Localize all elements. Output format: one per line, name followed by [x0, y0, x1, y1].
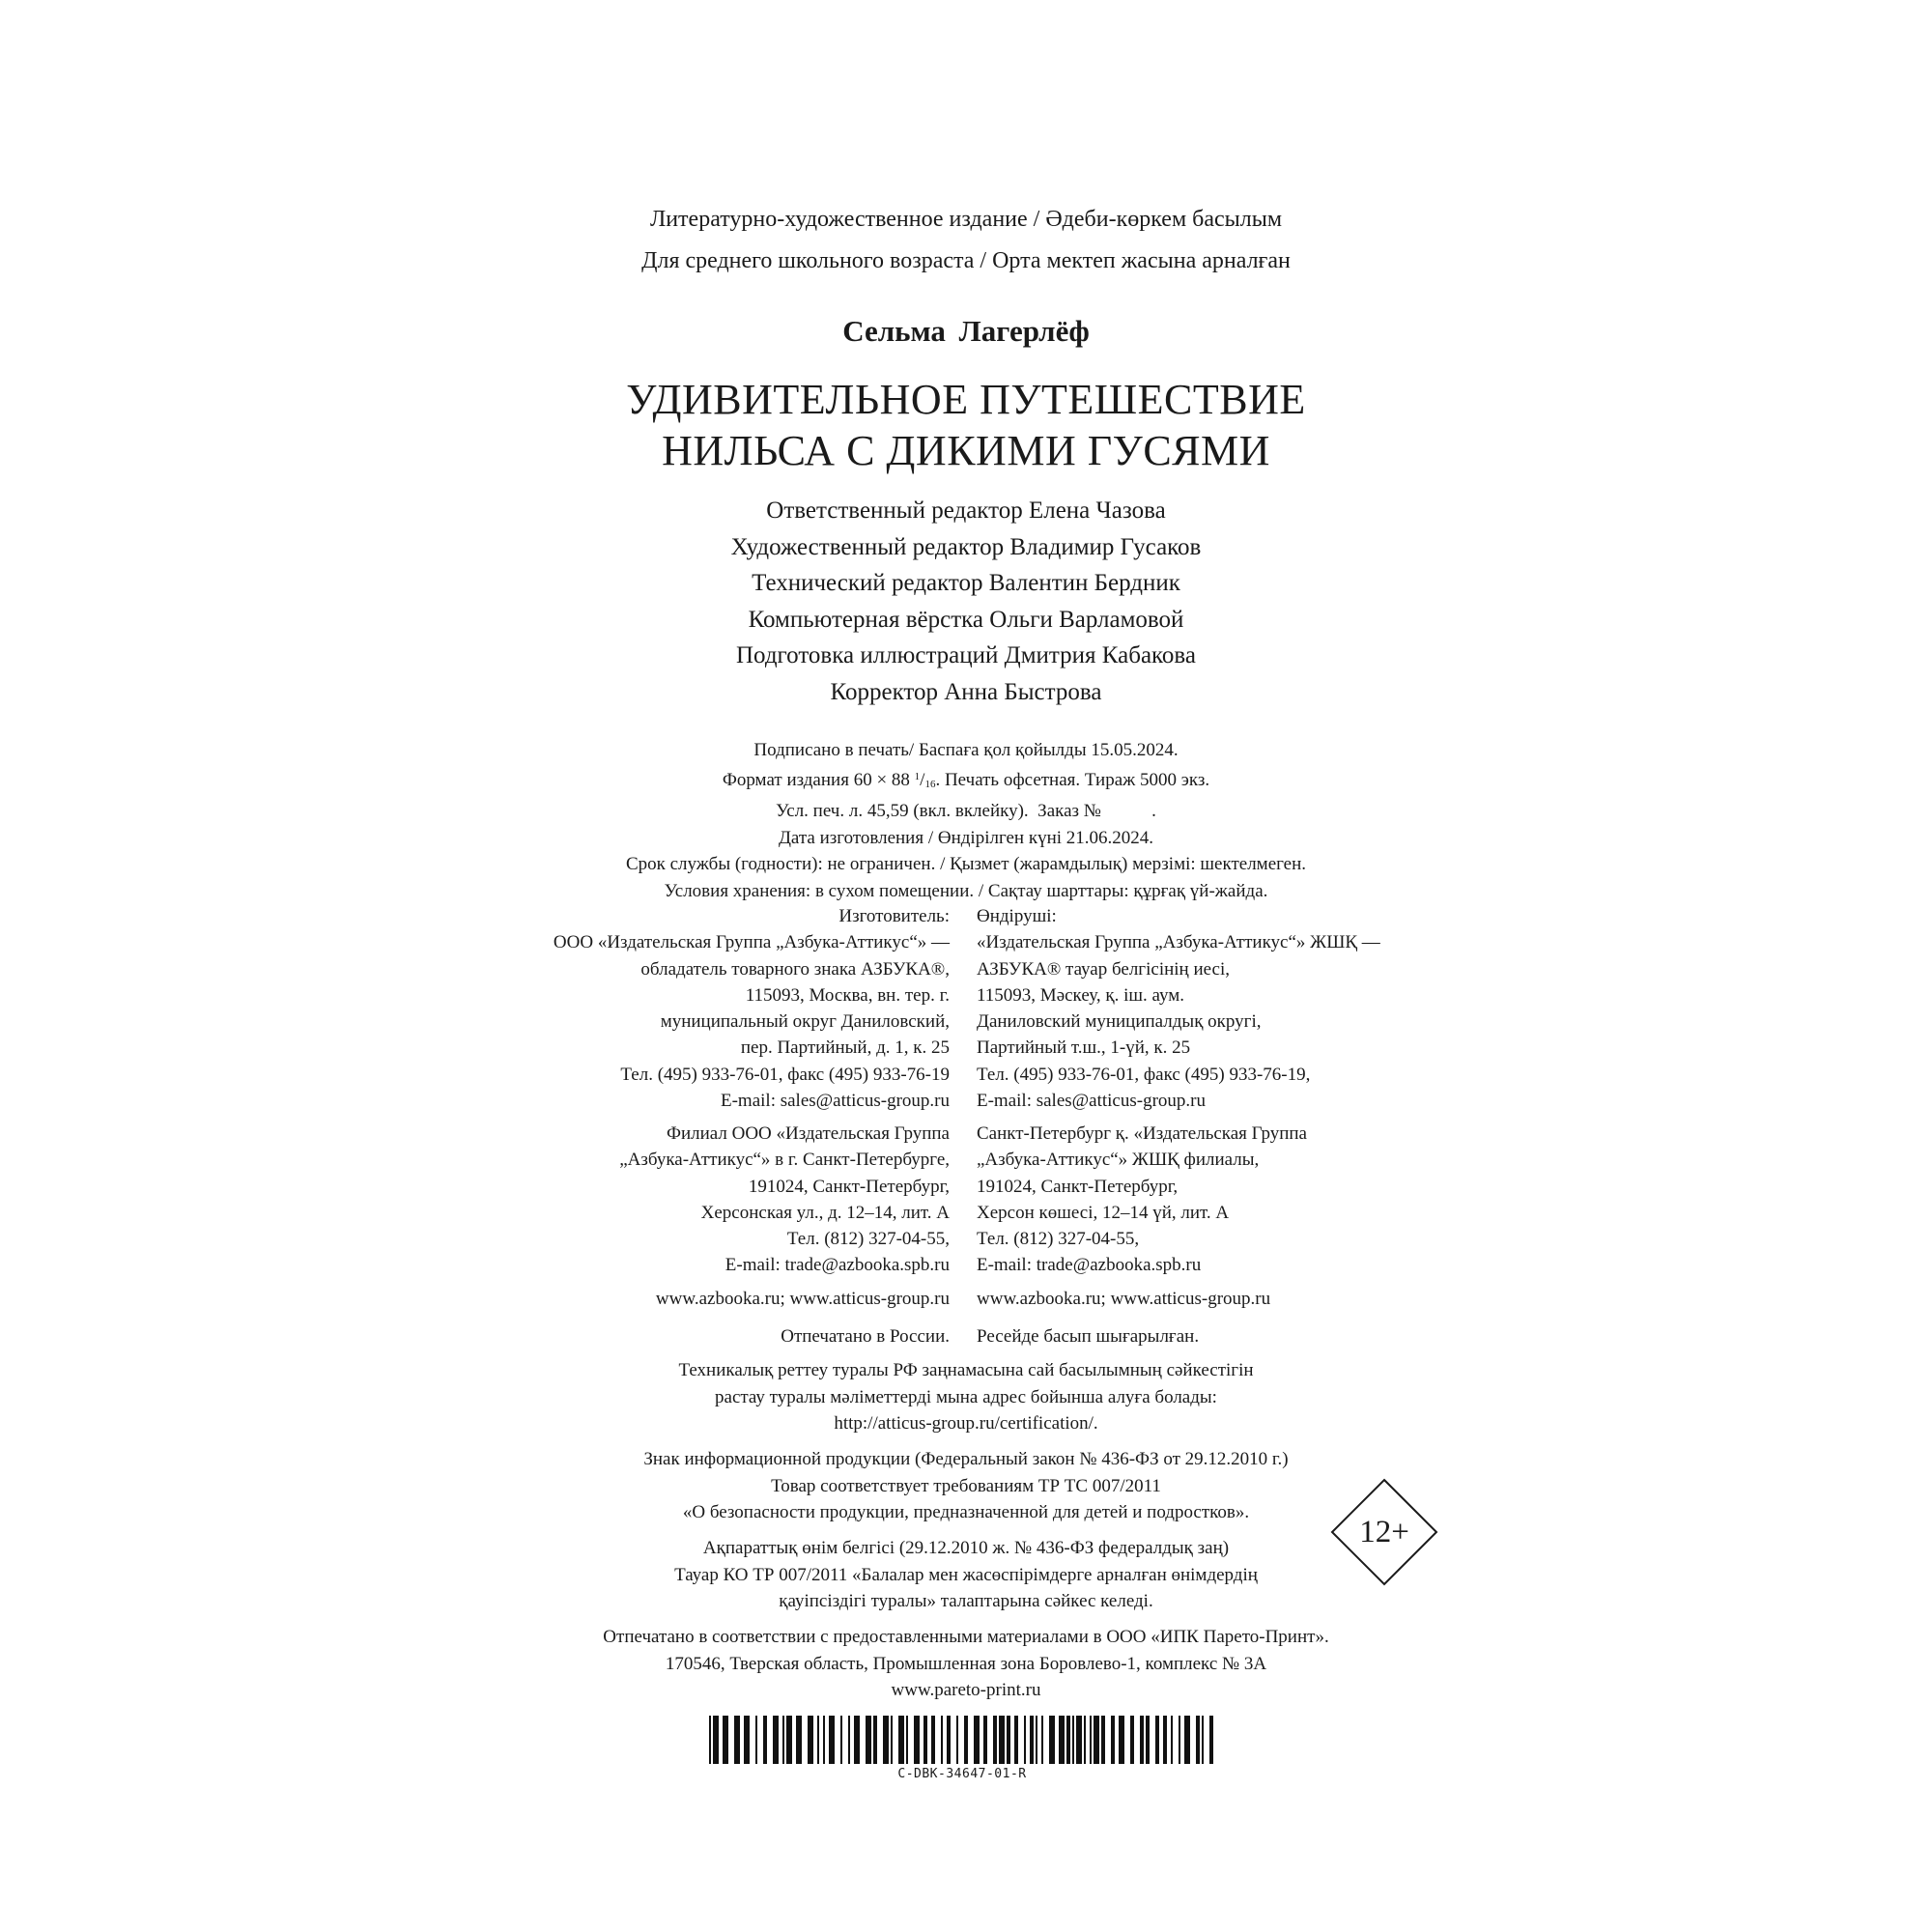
- format-line: Формат издания 60 × 88 $^1/_{16}$. Печать офсетная. Тираж 5000 экз.: [722, 769, 1210, 790]
- barcode-bar: [883, 1716, 889, 1764]
- barcode-bar: [1014, 1716, 1018, 1764]
- email-line: E-mail: sales@atticus-group.ru: [977, 1091, 1206, 1112]
- sign-line: қауіпсіздігі туралы» талаптарына сәйкес келеді.: [779, 1591, 1153, 1611]
- address-line: 191024, Санкт-Петербург,: [748, 1176, 950, 1197]
- barcode-bar: [817, 1716, 819, 1764]
- websites-ru: www.azbooka.ru; www.atticus-group.ru: [655, 1289, 950, 1309]
- barcode-bar: [1041, 1716, 1043, 1764]
- age-rating-badge: [1330, 1478, 1438, 1586]
- credit-line: Компьютерная вёрстка Ольги Варламовой: [748, 606, 1184, 633]
- barcode-bar: [1163, 1716, 1167, 1764]
- manufacture-date: Дата изготовления / Өндірілген күні 21.06.2024.: [778, 827, 1154, 848]
- sign-line: Знак информационной продукции (Федеральный закон № 436-ФЗ от 29.12.2010 г.): [643, 1449, 1289, 1469]
- barcode-bar: [1076, 1716, 1082, 1764]
- barcode-bar: [947, 1716, 951, 1764]
- credit-line: Технический редактор Валентин Бердник: [752, 570, 1180, 596]
- publication-type: [0, 199, 1932, 282]
- barcode-bar: [854, 1716, 860, 1764]
- barcode-bar: [1119, 1716, 1124, 1764]
- barcode-bar: [914, 1716, 920, 1764]
- address-line: Филиал ООО «Издательская Группа: [666, 1123, 950, 1144]
- barcode-bar: [1036, 1716, 1037, 1764]
- storage-conditions: Условия хранения: в сухом помещении. / Сақтау шарттары: құрғақ үй-жайда.: [664, 880, 1268, 901]
- barcode-bar: [1030, 1716, 1034, 1764]
- barcode-bar: [1111, 1716, 1115, 1764]
- barcode-bar: [1196, 1716, 1200, 1764]
- barcode-bar: [808, 1716, 813, 1764]
- barcode-bar: [1090, 1716, 1092, 1764]
- barcode-bar: [1202, 1716, 1204, 1764]
- barcode-bar: [763, 1716, 767, 1764]
- barcode-bar: [983, 1716, 987, 1764]
- service-life: Срок службы (годности): не ограничен. / Қызмет (жарамдылық) мерзімі: шектелмеген.: [625, 854, 1307, 874]
- barcode-bar: [1007, 1716, 1010, 1764]
- websites-kz: www.azbooka.ru; www.atticus-group.ru: [977, 1289, 1271, 1309]
- barcode-bar: [723, 1716, 728, 1764]
- address-line: Тел. (495) 933-76-01, факс (495) 933-76-19,: [977, 1064, 1311, 1085]
- barcode-bar: [1024, 1716, 1026, 1764]
- barcode-bar: [1059, 1716, 1065, 1764]
- printer-info: [0, 1624, 1932, 1704]
- signed-date: Подписано в печать/ Баспаға қол қойылды 15.05.2024.: [753, 740, 1179, 760]
- address-line: Тел. (495) 933-76-01, факс (495) 933-76-19: [620, 1064, 950, 1085]
- address-line: „Азбука-Аттикус“» в г. Санкт-Петербурге,: [619, 1150, 950, 1171]
- barcode-bar: [1084, 1716, 1086, 1764]
- barcode-bar: [782, 1716, 784, 1764]
- address-line: муниципальный округ Даниловский,: [660, 1011, 950, 1033]
- barcode-bar: [891, 1716, 893, 1764]
- address-line: «Издательская Группа „Азбука-Аттикус“» ЖШҚ —: [977, 932, 1380, 953]
- printer-line: Отпечатано в соответствии с предоставленными материалами в ООО «ИПК Парето-Принт».: [603, 1627, 1329, 1647]
- barcode-bar: [923, 1716, 927, 1764]
- barcode-bar: [1072, 1716, 1074, 1764]
- sign-line: Тауар КО ТР 007/2011 «Балалар мен жасөспірімдерге арналған өнімдердің: [674, 1564, 1258, 1585]
- credit-line: Художественный редактор Владимир Гусаков: [730, 533, 1202, 560]
- barcode-bar: [931, 1716, 935, 1764]
- sign-line: «О безопасности продукции, предназначенной для детей и подростков».: [682, 1502, 1250, 1522]
- barcode-bar: [848, 1716, 850, 1764]
- address-line: Тел. (812) 327-04-55,: [786, 1229, 950, 1250]
- barcode-bar: [713, 1716, 719, 1764]
- barcode-icon: [709, 1716, 1215, 1764]
- info-sign-kz: [0, 1535, 1932, 1615]
- printed-in-kz: Ресейде басып шығарылған.: [977, 1326, 1200, 1347]
- editorial-credits: [0, 493, 1932, 710]
- barcode-bar: [906, 1716, 908, 1764]
- barcode-bar: [829, 1716, 835, 1764]
- title-line: УДИВИТЕЛЬНОЕ ПУТЕШЕСТВИЕ: [626, 376, 1306, 423]
- barcode-bar: [974, 1716, 980, 1764]
- address-line: Даниловский муниципалдық округі,: [977, 1011, 1262, 1033]
- barcode-bar: [1101, 1716, 1105, 1764]
- barcode-bar: [993, 1716, 997, 1764]
- credit-line: Ответственный редактор Елена Чазова: [766, 497, 1166, 524]
- address-line: Изготовитель:: [838, 906, 950, 926]
- address-line: АЗБУКА® тауар белгісінің иесі,: [977, 958, 1230, 980]
- address-line: 191024, Санкт-Петербург,: [977, 1176, 1179, 1197]
- address-line: „Азбука-Аттикус“» ЖШҚ филиалы,: [977, 1150, 1260, 1171]
- cert-line: Техникалық реттеу туралы РФ заңнамасына сай басылымның сәйкестігін: [678, 1360, 1254, 1380]
- barcode-bar: [1171, 1716, 1173, 1764]
- barcode-bar: [796, 1716, 802, 1764]
- email-line: E-mail: sales@atticus-group.ru: [721, 1091, 950, 1112]
- title-line: НИЛЬСА С ДИКИМИ ГУСЯМИ: [662, 427, 1270, 474]
- barcode-bar: [898, 1716, 904, 1764]
- email-line: E-mail: trade@azbooka.spb.ru: [977, 1255, 1202, 1276]
- branch-ru: [386, 1121, 950, 1279]
- author-name: Сельма Лагерлёф: [842, 314, 1090, 348]
- address-line: Партийный т.ш., 1-үй, к. 25: [977, 1037, 1191, 1059]
- printer-line: 170546, Тверская область, Промышленная зона Боровлево-1, комплекс № 3А: [665, 1653, 1267, 1674]
- address-line: Өндіруші:: [977, 906, 1057, 926]
- sign-line: Ақпараттық өнім белгісі (29.12.2010 ж. № 436-ФЗ федералдық заң): [702, 1538, 1230, 1558]
- info-sign-ru: [0, 1446, 1932, 1526]
- barcode-bar: [866, 1716, 871, 1764]
- barcode-bar: [1155, 1716, 1159, 1764]
- address-line: 115093, Мәскеу, қ. іш. аум.: [977, 984, 1185, 1006]
- branch-kz: [977, 1121, 1556, 1279]
- address-line: 115093, Москва, вн. тер. г.: [745, 984, 950, 1006]
- address-line: ООО «Издательская Группа „Азбука-Аттикус“» —: [553, 932, 950, 953]
- manufacturer-ru: [386, 903, 950, 1114]
- barcode-bar: [744, 1716, 750, 1764]
- barcode-bar: [734, 1716, 740, 1764]
- barcode-bar: [956, 1716, 958, 1764]
- barcode-bar: [1146, 1716, 1150, 1764]
- sheets-line: Усл. печ. л. 45,59 (вкл. вклейку). Заказ № .: [776, 801, 1156, 821]
- barcode-bar: [941, 1716, 943, 1764]
- age-rating-label: 12+: [1359, 1514, 1409, 1549]
- address-line: Херсон көшесі, 12–14 үй, лит. А: [977, 1202, 1230, 1223]
- barcode-bar: [1049, 1716, 1055, 1764]
- barcode-bar: [840, 1716, 842, 1764]
- barcode-bar: [755, 1716, 757, 1764]
- barcode-bar: [1066, 1716, 1070, 1764]
- barcode-bar: [1179, 1716, 1180, 1764]
- barcode-bar: [1094, 1716, 1099, 1764]
- barcode-bar: [964, 1716, 968, 1764]
- barcode-bar: [999, 1716, 1005, 1764]
- email-line: E-mail: trade@azbooka.spb.ru: [724, 1255, 950, 1276]
- address-line: Санкт-Петербург қ. «Издательская Группа: [977, 1123, 1307, 1144]
- barcode-bar: [823, 1716, 825, 1764]
- cert-link: http://atticus-group.ru/certification/.: [834, 1413, 1098, 1434]
- print-details: [0, 737, 1932, 904]
- barcode-bar: [786, 1716, 792, 1764]
- barcode-bar: [1130, 1716, 1134, 1764]
- barcode-caption: C-DBK-34647-01-R: [897, 1767, 1027, 1781]
- address-line: пер. Партийный, д. 1, к. 25: [740, 1037, 950, 1059]
- barcode-bar: [1209, 1716, 1213, 1764]
- printer-link: www.pareto-print.ru: [891, 1680, 1041, 1700]
- barcode-bar: [1184, 1716, 1190, 1764]
- header-line: Литературно-художественное издание / Әдеби-көркем басылым: [649, 207, 1283, 232]
- sign-line: Товар соответствует требованиям ТР ТС 007/2011: [771, 1475, 1161, 1496]
- barcode-bar: [773, 1716, 779, 1764]
- credit-line: Корректор Анна Быстрова: [830, 678, 1102, 705]
- address-line: обладатель товарного знака АЗБУКА®,: [640, 958, 950, 980]
- barcode-bar: [1140, 1716, 1144, 1764]
- manufacturer-kz: [977, 903, 1556, 1114]
- cert-line: растау туралы мәліметтерді мына адрес бойынша алуға болады:: [715, 1386, 1217, 1407]
- credit-line: Подготовка иллюстраций Дмитрия Кабакова: [735, 642, 1196, 668]
- address-line: Херсонская ул., д. 12–14, лит. А: [700, 1202, 950, 1223]
- book-title: [0, 374, 1932, 476]
- barcode-bar: [709, 1716, 711, 1764]
- printed-in-ru: Отпечатано в России.: [781, 1326, 950, 1347]
- barcode-bar: [873, 1716, 877, 1764]
- address-line: Тел. (812) 327-04-55,: [977, 1229, 1140, 1250]
- certification-note: [0, 1357, 1932, 1437]
- header-line: Для среднего школьного возраста / Орта мектеп жасына арналған: [641, 248, 1291, 273]
